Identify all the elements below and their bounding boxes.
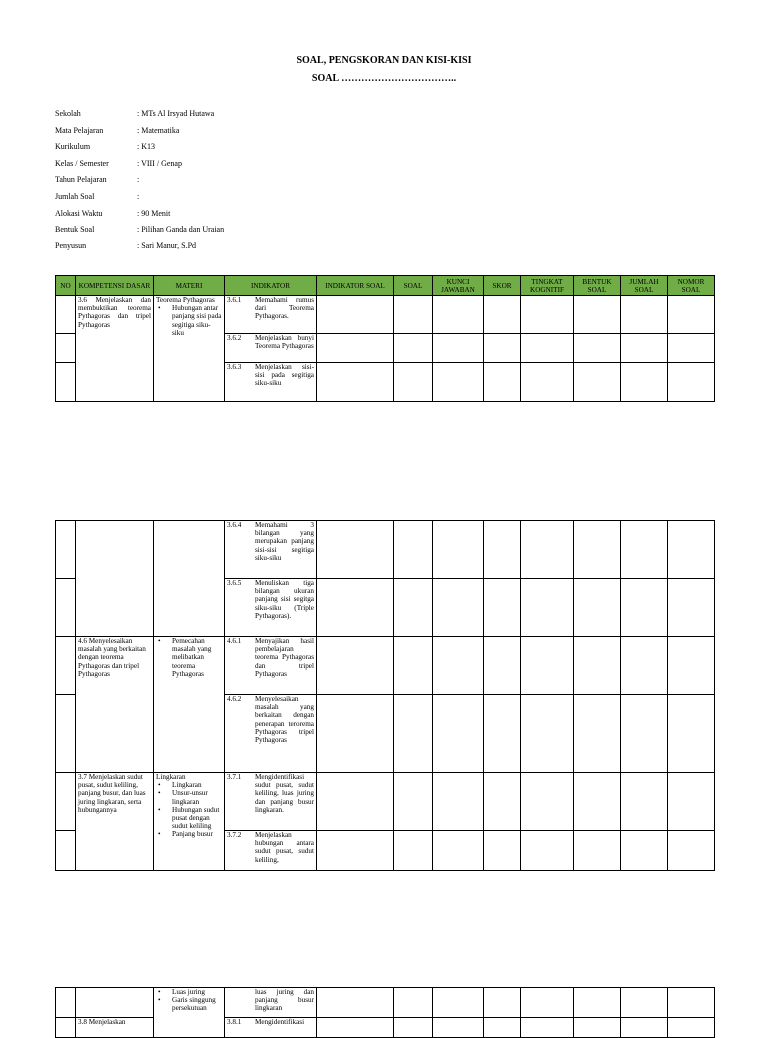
kd-text: 3.8 Menjelaskan: [78, 1018, 126, 1026]
indikator-text: Mengidentifikasi sudut pusat, sudut keliling, luas juring dan panjang busur lingkaran.: [255, 773, 314, 814]
indikator-text: Menjelaskan bunyi Teorema Pythagoras: [255, 334, 314, 351]
kisi-table-page-2: [55, 520, 715, 871]
materi-bullet: • Unsur-unsur lingkaran: [172, 789, 222, 805]
indikator-text: Menjelaskan sisi-sisi pada segitiga siku-siku: [255, 363, 314, 388]
kisi-table-page-3: [55, 987, 715, 1038]
header-skor: SKOR: [484, 276, 521, 296]
header-no: NO: [56, 276, 76, 296]
info-value-sekolah: : MTs Al Irsyad Hutawa: [137, 109, 215, 118]
info-label-mapel: Mata Pelajaran: [55, 126, 104, 135]
indikator-number: 4.6.2: [227, 695, 242, 703]
info-value-kelas: : VIII / Genap: [137, 159, 182, 168]
info-label-penyusun: Penyusun: [55, 241, 87, 250]
header-nomor-soal: NOMOR SOAL: [668, 276, 715, 296]
indikator-text: luas juring dan panjang busur lingkaran: [255, 988, 314, 1013]
header-materi: MATERI: [154, 276, 225, 296]
info-label-tahun: Tahun Pelajaran: [55, 175, 107, 184]
info-label-jumlah: Jumlah Soal: [55, 192, 95, 201]
header-indikator: INDIKATOR: [225, 276, 317, 296]
kd-text: 3.7 Menjelaskan sudut pusat, sudut keliling, panjang busur, dan luas juring lingkaran, serta hubungannya: [78, 773, 146, 814]
info-label-alokasi: Alokasi Waktu: [55, 209, 103, 218]
materi-bullet: • Hubungan sudut pusat dengan sudut keliling: [172, 806, 222, 831]
info-value-mapel: : Matematika: [137, 126, 180, 135]
materi-bullet: • Lingkaran: [172, 781, 222, 789]
header-kunci-jawaban: KUNCI JAWABAN: [433, 276, 484, 296]
table-header-row: [56, 276, 715, 296]
materi-bullet: • Hubungan antar panjang sisi pada segitiga siku-siku: [172, 304, 222, 337]
table-row: [56, 637, 715, 695]
table-row: [56, 521, 715, 579]
header-soal: SOAL: [394, 276, 433, 296]
indikator-number: 3.6.3: [227, 363, 242, 371]
document-title: SOAL, PENGSKORAN DAN KISI-KISI: [296, 55, 472, 66]
info-value-penyusun: : Sari Manur, S.Pd: [137, 241, 197, 250]
header-kompetensi-dasar: KOMPETENSI DASAR: [76, 276, 154, 296]
materi-bullet: • Pemecahan masalah yang melibatkan teorema Pythagoras: [172, 637, 222, 678]
kisi-table-page-1: [55, 275, 715, 402]
header-jumlah-soal: JUMLAH SOAL: [621, 276, 668, 296]
materi-title: Teorema Pythagoras: [156, 296, 215, 304]
indikator-number: 3.6.5: [227, 579, 242, 587]
indikator-text: Memahami rumus dari Teorema Pythagoras.: [255, 296, 314, 321]
info-label-bentuk: Bentuk Soal: [55, 225, 95, 234]
table-row: [56, 296, 715, 334]
indikator-text: Menuliskan tiga bilangan ukuran panjang sisi segitga siku-siku (Triple Pythagoras).: [255, 579, 314, 620]
info-label-kurikulum: Kurikulum: [55, 142, 91, 151]
info-value-kurikulum: : K13: [137, 142, 155, 151]
kd-text: 3.6 Menjelaskan dan membuktikan teorema Pythagoras dan tripel Pythagoras: [78, 296, 151, 329]
indikator-number: 3.7.2: [227, 831, 242, 839]
indikator-number: 3.8.1: [227, 1018, 242, 1026]
header-tingkat-kognitif: TINGKAT KOGNITIF: [521, 276, 574, 296]
indikator-number: 3.6.2: [227, 334, 242, 342]
materi-bullet: • Luas juring: [172, 988, 222, 996]
materi-bullet: • Garis singgung persekutuan: [172, 996, 222, 1012]
indikator-text: Menyajikan hasil pembelajaran teorema Pythagoras dan tripel Pythagoras: [255, 637, 314, 678]
document-subtitle: SOAL ……………………………..: [311, 73, 457, 84]
header-indikator-soal: INDIKATOR SOAL: [317, 276, 394, 296]
info-value-jumlah: :: [137, 192, 140, 201]
indikator-number: 3.7.1: [227, 773, 242, 781]
indikator-text: Memahami 3 bilangan yang merupakan panjang sisi-sisi segitiga siku-siku: [255, 521, 314, 562]
indikator-number: 3.6.4: [227, 521, 242, 529]
indikator-text: Mengidentifikasi: [255, 1018, 305, 1026]
info-value-tahun: :: [137, 175, 140, 184]
materi-bullet: • Panjang busur: [172, 830, 222, 838]
indikator-number: 3.6.1: [227, 296, 242, 304]
materi-title: Lingkaran: [156, 773, 186, 781]
indikator-text: Menyelesaikan masalah yang berkaitan dengan penerapan terorema Pythagoras tripel Pythagoras: [255, 695, 314, 745]
info-value-alokasi: : 90 Menit: [137, 209, 171, 218]
info-label-sekolah: Sekolah: [55, 109, 81, 118]
table-row: [56, 773, 715, 831]
indikator-number: 4.6.1: [227, 637, 242, 645]
info-value-bentuk: : Pilihan Ganda dan Uraian: [137, 225, 225, 234]
table-row: [56, 988, 715, 1018]
info-label-kelas: Kelas / Semester: [55, 159, 109, 168]
header-bentuk-soal: BENTUK SOAL: [574, 276, 621, 296]
kd-text: 4.6 Menyelesaikan masalah yang berkaitan dengan teorema Pythagoras dan tripel Pythagoras: [78, 637, 146, 678]
indikator-text: Menjelaskan hubungan antara sudut pusat, sudut keliling,: [255, 831, 314, 864]
